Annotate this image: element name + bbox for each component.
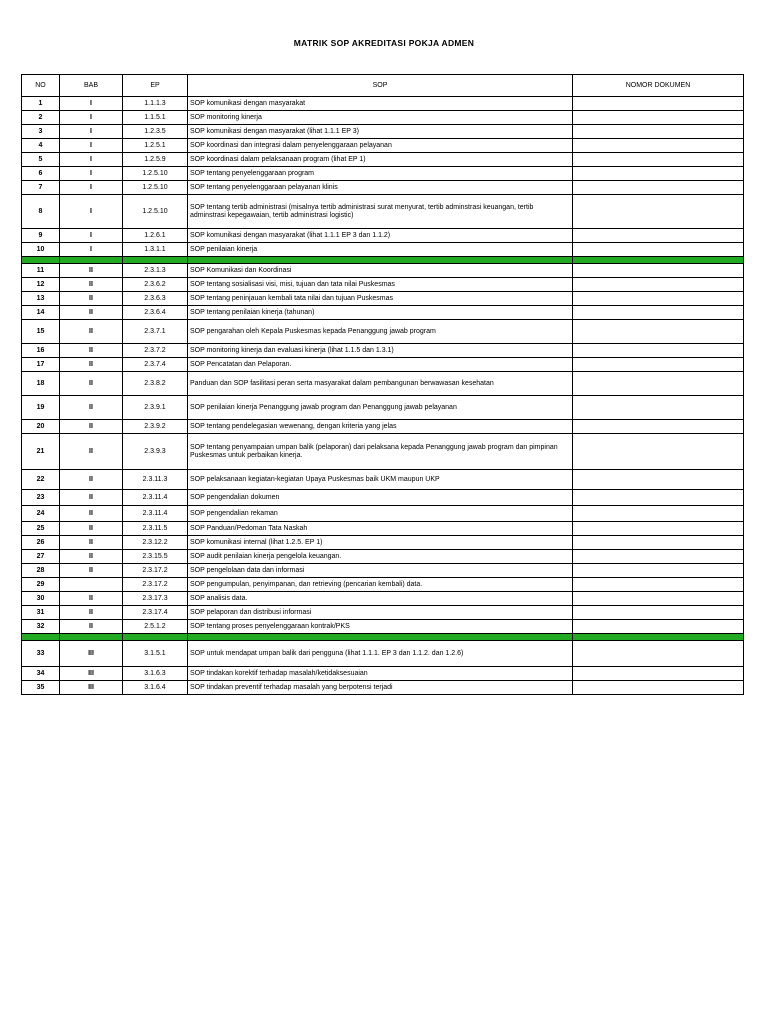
row-ep: 3.1.6.4 (123, 681, 188, 695)
row-bab: II (60, 344, 123, 358)
row-sop: SOP pengendalian rekaman (188, 506, 573, 522)
row-bab: II (60, 434, 123, 470)
table-row (22, 320, 744, 344)
table-row (22, 125, 744, 139)
row-ep: 2.3.12.2 (123, 536, 188, 550)
table-row (22, 229, 744, 243)
row-number: 12 (22, 278, 60, 292)
row-bab: II (60, 606, 123, 620)
row-sop: SOP tentang tertib administrasi (misalnya tertib administrasi surat menyurat, tertib adminstrasi keuangan, tertib adminstrasi kepegawaian, tertib administrasi logistic) (188, 195, 573, 229)
table-row (22, 578, 744, 592)
table-row (22, 97, 744, 111)
row-ep: 2.3.11.4 (123, 490, 188, 506)
row-nomor-dokumen (573, 320, 744, 344)
row-number: 22 (22, 470, 60, 490)
row-nomor-dokumen (573, 264, 744, 278)
row-number: 24 (22, 506, 60, 522)
row-nomor-dokumen (573, 506, 744, 522)
divider-cell (573, 257, 744, 264)
table-row (22, 111, 744, 125)
row-ep: 3.1.5.1 (123, 641, 188, 667)
row-ep: 1.2.5.10 (123, 195, 188, 229)
row-ep: 2.5.1.2 (123, 620, 188, 634)
row-number: 16 (22, 344, 60, 358)
table-row (22, 195, 744, 229)
row-number: 26 (22, 536, 60, 550)
row-nomor-dokumen (573, 620, 744, 634)
row-ep: 1.2.5.10 (123, 167, 188, 181)
row-ep: 1.2.5.1 (123, 139, 188, 153)
row-bab: II (60, 470, 123, 490)
row-number: 30 (22, 592, 60, 606)
header-sop: SOP (188, 75, 573, 97)
table-row (22, 536, 744, 550)
row-sop: SOP tentang proses penyelenggaraan kontrak/PKS (188, 620, 573, 634)
row-nomor-dokumen (573, 344, 744, 358)
row-number: 15 (22, 320, 60, 344)
row-ep: 2.3.8.2 (123, 372, 188, 396)
row-sop: SOP Komunikasi dan Koordinasi (188, 264, 573, 278)
row-number: 32 (22, 620, 60, 634)
row-bab: II (60, 490, 123, 506)
row-nomor-dokumen (573, 125, 744, 139)
row-ep: 2.3.17.3 (123, 592, 188, 606)
row-bab: II (60, 420, 123, 434)
row-bab: II (60, 306, 123, 320)
row-number: 11 (22, 264, 60, 278)
header-nomor-dokumen: NOMOR DOKUMEN (573, 75, 744, 97)
row-nomor-dokumen (573, 243, 744, 257)
divider-cell (22, 257, 60, 264)
table-row (22, 278, 744, 292)
row-sop: SOP tentang sosialisasi visi, misi, tujuan dan tata nilai Puskesmas (188, 278, 573, 292)
table-row (22, 344, 744, 358)
table-row (22, 470, 744, 490)
row-nomor-dokumen (573, 681, 744, 695)
row-sop: SOP komunikasi dengan masyarakat (lihat 1.1.1 EP 3) (188, 125, 573, 139)
row-number: 14 (22, 306, 60, 320)
row-sop: SOP Pencatatan dan Pelaporan. (188, 358, 573, 372)
row-ep: 2.3.7.2 (123, 344, 188, 358)
row-number: 3 (22, 125, 60, 139)
row-nomor-dokumen (573, 358, 744, 372)
row-number: 7 (22, 181, 60, 195)
row-bab: II (60, 320, 123, 344)
divider-cell (60, 634, 123, 641)
row-number: 4 (22, 139, 60, 153)
divider-cell (123, 257, 188, 264)
document-title: MATRIK SOP AKREDITASI POKJA ADMEN (293, 38, 475, 48)
sop-matrix-table (21, 74, 744, 695)
row-nomor-dokumen (573, 167, 744, 181)
header-bab: BAB (60, 75, 123, 97)
row-bab: III (60, 681, 123, 695)
table-row (22, 243, 744, 257)
row-sop: SOP penilaian kinerja (188, 243, 573, 257)
row-sop: SOP koordinasi dan integrasi dalam penyelenggaraan pelayanan (188, 139, 573, 153)
row-ep: 2.3.7.1 (123, 320, 188, 344)
row-sop: SOP tindakan preventif terhadap masalah yang berpotensi terjadi (188, 681, 573, 695)
row-nomor-dokumen (573, 641, 744, 667)
divider-cell (123, 634, 188, 641)
table-row (22, 306, 744, 320)
row-number: 25 (22, 522, 60, 536)
row-ep: 2.3.6.4 (123, 306, 188, 320)
table-row (22, 606, 744, 620)
row-nomor-dokumen (573, 578, 744, 592)
row-bab: II (60, 620, 123, 634)
row-number: 29 (22, 578, 60, 592)
row-bab: I (60, 111, 123, 125)
row-ep: 2.3.11.4 (123, 506, 188, 522)
divider-cell (188, 634, 573, 641)
row-sop: SOP komunikasi dengan masyarakat (lihat 1.1.1 EP 3 dan 1.1.2) (188, 229, 573, 243)
header-ep: EP (123, 75, 188, 97)
row-ep: 2.3.7.4 (123, 358, 188, 372)
row-nomor-dokumen (573, 564, 744, 578)
row-bab: II (60, 396, 123, 420)
row-sop: SOP pengarahan oleh Kepala Puskesmas kepada Penanggung jawab program (188, 320, 573, 344)
row-sop: SOP komunikasi dengan masyarakat (188, 97, 573, 111)
row-sop: SOP analisis data. (188, 592, 573, 606)
row-nomor-dokumen (573, 111, 744, 125)
divider-cell (188, 257, 573, 264)
row-bab: I (60, 167, 123, 181)
row-nomor-dokumen (573, 229, 744, 243)
row-sop: SOP tentang penilaian kinerja (tahunan) (188, 306, 573, 320)
row-number: 2 (22, 111, 60, 125)
row-nomor-dokumen (573, 306, 744, 320)
table-row (22, 181, 744, 195)
row-ep: 2.3.1.3 (123, 264, 188, 278)
row-ep: 1.2.5.9 (123, 153, 188, 167)
row-ep: 1.2.3.5 (123, 125, 188, 139)
row-ep: 2.3.11.5 (123, 522, 188, 536)
row-bab: II (60, 358, 123, 372)
table-row (22, 522, 744, 536)
row-bab: I (60, 181, 123, 195)
table-row (22, 396, 744, 420)
row-sop: SOP untuk mendapat umpan balik dari pengguna (lihat 1.1.1. EP 3 dan 1.1.2. dan 1.2.6) (188, 641, 573, 667)
row-nomor-dokumen (573, 278, 744, 292)
row-bab: I (60, 139, 123, 153)
row-bab: I (60, 153, 123, 167)
table-row (22, 153, 744, 167)
table-row (22, 592, 744, 606)
section-divider (22, 257, 744, 264)
row-sop: SOP tentang penyelenggaraan pelayanan klinis (188, 181, 573, 195)
row-nomor-dokumen (573, 396, 744, 420)
row-number: 1 (22, 97, 60, 111)
row-bab: III (60, 641, 123, 667)
row-number: 23 (22, 490, 60, 506)
row-sop: SOP monitoring kinerja dan evaluasi kinerja (lihat 1.1.5 dan 1.3.1) (188, 344, 573, 358)
row-sop: SOP tentang peninjauan kembali tata nilai dan tujuan Puskesmas (188, 292, 573, 306)
row-nomor-dokumen (573, 139, 744, 153)
row-bab: II (60, 522, 123, 536)
row-bab: II (60, 564, 123, 578)
row-sop: SOP komunikasi internal (lihat 1.2.5. EP 1) (188, 536, 573, 550)
row-number: 27 (22, 550, 60, 564)
table-row (22, 506, 744, 522)
row-number: 10 (22, 243, 60, 257)
row-sop: SOP koordinasi dalam pelaksanaan program (lihat EP 1) (188, 153, 573, 167)
row-ep: 2.3.9.3 (123, 434, 188, 470)
row-ep: 1.1.1.3 (123, 97, 188, 111)
row-bab: I (60, 243, 123, 257)
row-bab: I (60, 229, 123, 243)
row-ep: 2.3.9.1 (123, 396, 188, 420)
row-nomor-dokumen (573, 195, 744, 229)
row-ep: 2.3.6.2 (123, 278, 188, 292)
row-number: 21 (22, 434, 60, 470)
row-nomor-dokumen (573, 522, 744, 536)
row-ep: 2.3.6.3 (123, 292, 188, 306)
table-header-row (22, 75, 744, 97)
table-row (22, 139, 744, 153)
table-row (22, 620, 744, 634)
row-ep: 2.3.11.3 (123, 470, 188, 490)
row-sop: SOP pengumpulan, penyimpanan, dan retrieving (pencarian kembali) data. (188, 578, 573, 592)
row-nomor-dokumen (573, 292, 744, 306)
row-nomor-dokumen (573, 550, 744, 564)
row-bab: II (60, 536, 123, 550)
table-row (22, 264, 744, 278)
row-nomor-dokumen (573, 420, 744, 434)
divider-cell (573, 634, 744, 641)
row-ep: 2.3.15.5 (123, 550, 188, 564)
row-number: 34 (22, 667, 60, 681)
row-number: 6 (22, 167, 60, 181)
row-ep: 2.3.17.4 (123, 606, 188, 620)
row-bab: II (60, 278, 123, 292)
row-ep: 1.2.6.1 (123, 229, 188, 243)
row-bab: III (60, 667, 123, 681)
row-sop: SOP audit penilaian kinerja pengelola keuangan. (188, 550, 573, 564)
divider-cell (60, 257, 123, 264)
table-row (22, 372, 744, 396)
row-ep: 2.3.17.2 (123, 564, 188, 578)
row-number: 35 (22, 681, 60, 695)
row-sop: SOP tindakan korektif terhadap masalah/ketidaksesuaian (188, 667, 573, 681)
table-row (22, 550, 744, 564)
row-number: 33 (22, 641, 60, 667)
row-bab: II (60, 264, 123, 278)
row-ep: 1.3.1.1 (123, 243, 188, 257)
table-row (22, 667, 744, 681)
table-row (22, 292, 744, 306)
row-number: 19 (22, 396, 60, 420)
row-nomor-dokumen (573, 470, 744, 490)
row-sop: SOP pelaksanaan kegiatan-kegiatan Upaya Puskesmas baik UKM maupun UKP (188, 470, 573, 490)
table-row (22, 641, 744, 667)
row-nomor-dokumen (573, 181, 744, 195)
row-nomor-dokumen (573, 153, 744, 167)
header-no: NO (22, 75, 60, 97)
row-bab: II (60, 592, 123, 606)
row-sop: SOP pelaporan dan distribusi informasi (188, 606, 573, 620)
row-number: 28 (22, 564, 60, 578)
row-ep: 1.1.5.1 (123, 111, 188, 125)
table-row (22, 167, 744, 181)
row-ep: 2.3.17.2 (123, 578, 188, 592)
row-number: 18 (22, 372, 60, 396)
table-row (22, 420, 744, 434)
row-bab: I (60, 97, 123, 111)
row-number: 31 (22, 606, 60, 620)
table-row (22, 358, 744, 372)
row-nomor-dokumen (573, 97, 744, 111)
divider-cell (22, 634, 60, 641)
row-bab: I (60, 125, 123, 139)
row-sop: SOP penilaian kinerja Penanggung jawab program dan Penanggung jawab pelayanan (188, 396, 573, 420)
row-nomor-dokumen (573, 490, 744, 506)
row-ep: 3.1.6.3 (123, 667, 188, 681)
row-bab: II (60, 506, 123, 522)
row-nomor-dokumen (573, 606, 744, 620)
row-ep: 2.3.9.2 (123, 420, 188, 434)
row-nomor-dokumen (573, 667, 744, 681)
row-number: 17 (22, 358, 60, 372)
row-sop: SOP tentang penyampaian umpan balik (pelaporan) dari pelaksana kepada Penanggung jawab program dan pimpinan Puskesmas untuk perbaikan kinerja. (188, 434, 573, 470)
row-sop: SOP Panduan/Pedoman Tata Naskah (188, 522, 573, 536)
row-sop: Panduan dan SOP fasilitasi peran serta masyarakat dalam pembangunan berwawasan kesehatan (188, 372, 573, 396)
row-bab: I (60, 195, 123, 229)
row-nomor-dokumen (573, 434, 744, 470)
row-sop: SOP monitoring kinerja (188, 111, 573, 125)
table-row (22, 564, 744, 578)
row-bab: II (60, 372, 123, 396)
row-number: 8 (22, 195, 60, 229)
row-number: 20 (22, 420, 60, 434)
table-row (22, 681, 744, 695)
table-row (22, 434, 744, 470)
row-number: 5 (22, 153, 60, 167)
row-bab: II (60, 550, 123, 564)
row-number: 9 (22, 229, 60, 243)
row-nomor-dokumen (573, 372, 744, 396)
table-body (22, 97, 744, 695)
row-sop: SOP pengelolaan data dan informasi (188, 564, 573, 578)
row-sop: SOP tentang pendelegasian wewenang, dengan kriteria yang jelas (188, 420, 573, 434)
row-number: 13 (22, 292, 60, 306)
row-bab (60, 578, 123, 592)
row-bab: II (60, 292, 123, 306)
row-nomor-dokumen (573, 536, 744, 550)
section-divider (22, 634, 744, 641)
row-ep: 1.2.5.10 (123, 181, 188, 195)
row-nomor-dokumen (573, 592, 744, 606)
row-sop: SOP pengendalian dokumen (188, 490, 573, 506)
row-sop: SOP tentang penyelenggaraan program (188, 167, 573, 181)
table-row (22, 490, 744, 506)
